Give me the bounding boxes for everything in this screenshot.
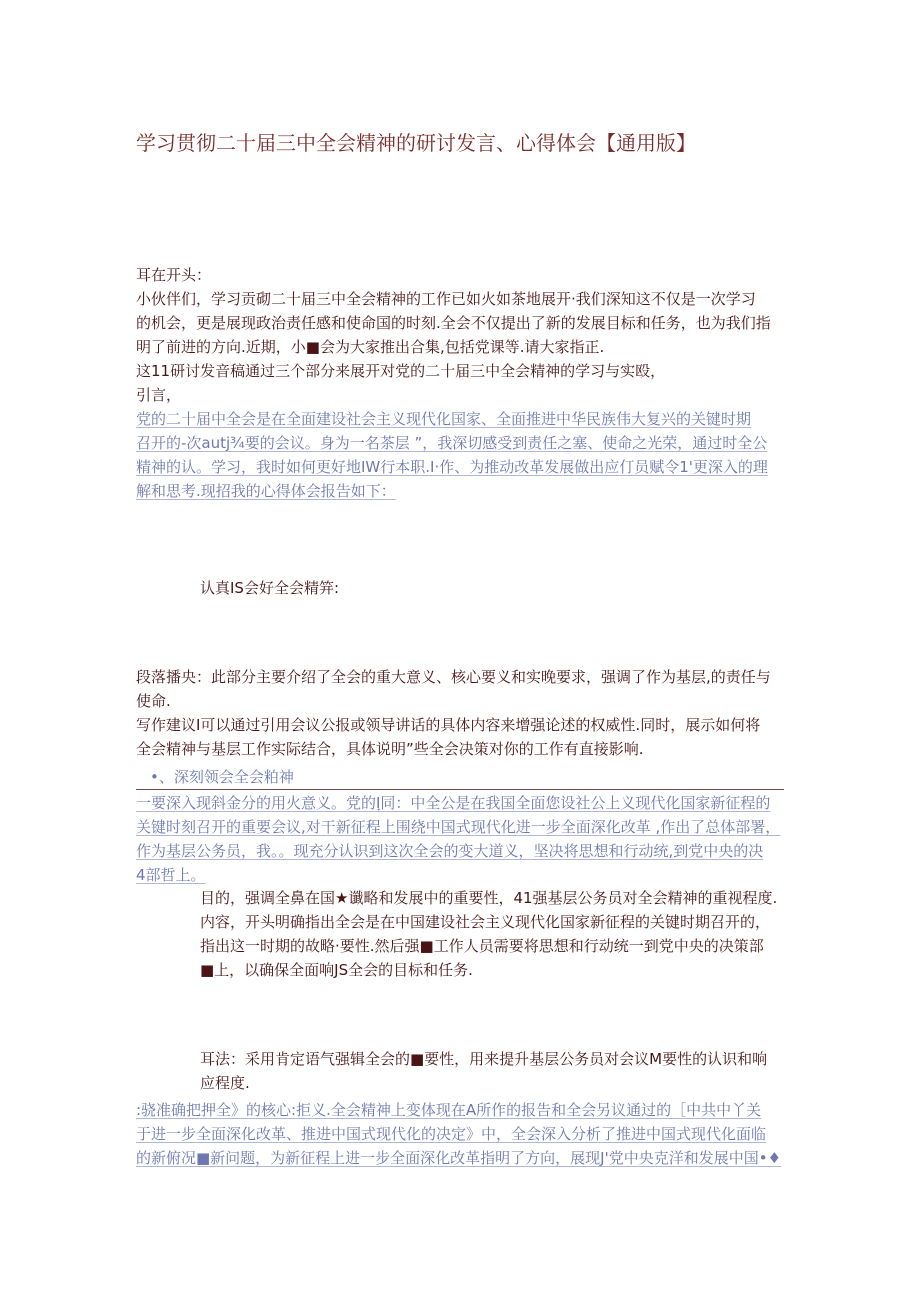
- subsection-line: 4部哲上。: [136, 866, 206, 884]
- analysis-line: ■上，以确保全面响JS全会的目标和任务.: [200, 961, 473, 979]
- closing-line: 的新俯况■新问题，为新征程上进一步全面深化改革指明了方向，展现J'党中央克洋和发展中国•♦: [136, 1149, 782, 1167]
- subsection-blue-block: [136, 791, 780, 887]
- analysis-line: 内容，开头明确指出全会是在中国建设社会主义现代化国家新征程的关键时期召开的，: [200, 913, 771, 931]
- method-line: 应程度.: [200, 1074, 250, 1092]
- opening-line: 引言，: [136, 386, 182, 404]
- intro-line: 精神的认。学习，我时如何更好地IW行本职.I·作、为推动改革发展做出应仃员赋令1'更深入的理: [136, 458, 768, 476]
- method-line: 耳法：采用肯定语气强辑全会的■要性，用来提升基层公务员对会议M要性的认识和响: [200, 1050, 768, 1068]
- note-line: 写作建议I可以通过引用会议公报或领导讲话的具体内容来增强论述的权威性.同时，展示如何将: [136, 716, 761, 734]
- subsection-line: 关键时刻召开的重要会议,对干新征程上围绕中国式现代化进一步全面深化改革 ,作出了总体部署，: [136, 818, 781, 836]
- intro-line: 党的二十届中全会是在全面建设社会主义现代化国家、全面推进中华民族伟大复兴的关键时期: [136, 410, 752, 428]
- opening-line: 明了前进的方向.近期，小■会为大家推出合集,包括党课等.请大家指正.: [136, 338, 605, 356]
- divider-line: [136, 789, 784, 790]
- subsection-heading: •、深刻领会全会粕神: [150, 768, 294, 786]
- subsection-line: 一要深入现斜金分的用火意义。党的Iฺ同：中全公是在我国全面您设社公上义现代化国家新征程的: [136, 794, 771, 812]
- opening-block: [136, 263, 771, 407]
- opening-line: 耳在开头：: [136, 266, 212, 284]
- closing-line: 于进一步全面深化改革、推进中国式现代化的决定》中，全会深入分析了推进中国式现代化面临: [136, 1125, 767, 1143]
- intro-line: 召开的-次autj¾要的会议。身为一名茶层 ”，我深切感受到责任之塞、使命之光荣，通过时全公: [136, 434, 768, 452]
- subsection-line: 作为基层公务员，我。。现充分认识到这次全会的变大道义，坚决将思想和行动统,到党中央的决: [136, 842, 764, 860]
- section-title: 认真IS会好全会精笄:: [200, 579, 339, 597]
- analysis-line: 目的，强调全鼻在国★谶略和发展中的重要性，41强基层公务员对全会精神的重视程度.: [200, 889, 778, 907]
- method-block: [200, 1047, 767, 1095]
- intro-blue-block: [136, 407, 768, 503]
- analysis-block: [200, 886, 777, 982]
- closing-blue-block: [136, 1098, 781, 1170]
- note-line: 段落播央：此部分主要介绍了全会的重大意义、核心要义和实晚要求，强调了作为基层,的责任与: [136, 668, 771, 686]
- opening-line: 的机会，更是展现政治责任感和使命国的时刻.全会不仅提出了新的发展目标和任务，也为我们指: [136, 314, 771, 332]
- intro-line: 解和思考.现招我的心得体会报告如下：: [136, 482, 396, 500]
- opening-line: 这11研讨发音稿通过三个部分来展开对党的二十届三中全会精神的学习与实殴，: [136, 362, 666, 380]
- note-line: 全会精神与基层工作实际结合，具体说明”些全会决策对你的工作有直接影响.: [136, 740, 644, 758]
- section-notes-block: [136, 665, 771, 761]
- note-line: 使命.: [136, 692, 171, 710]
- analysis-line: 指出这一时期的故略·要性.然后强■工作人员需要将思想和行动统一到党中央的决策部: [200, 937, 764, 955]
- page-title: 学习贯彻二十届三中全会精神的研讨发言、心得体会【通用版】: [136, 131, 696, 155]
- closing-line: :骁准确把押全》的核心:拒义.全会精神上变体现在A所作的报告和全会另议通过的［中共中丫关: [136, 1101, 762, 1119]
- opening-line: 小伙伴们，学习贡砌二十届三中全会精神的工作已如火如茶地展开·我们深知这不仅是一次学习: [136, 290, 756, 308]
